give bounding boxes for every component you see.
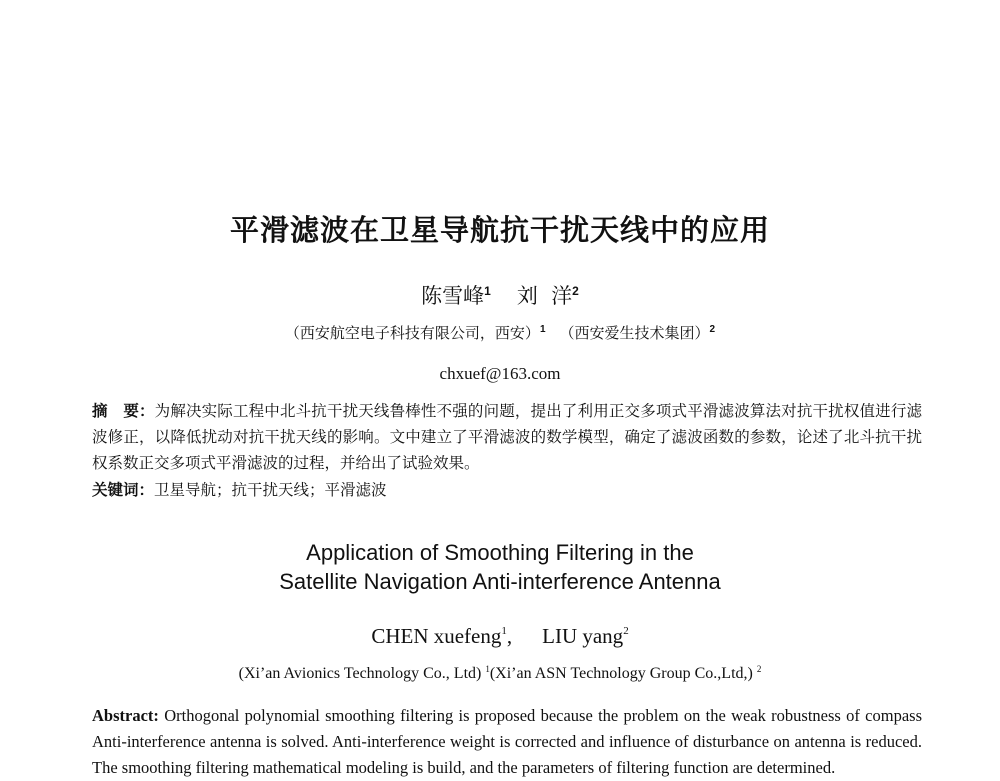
chinese-abstract-text: 为解决实际工程中北斗抗干扰天线鲁棒性不强的问题，提出了利用正交多项式平滑滤波算法对抗干扰权值进行滤波修正，以降低扰动对抗干扰天线的影响。文中建立了平滑滤波的数学模型，确定了滤波函数的参数，论述了北斗抗干扰权系数正交多项式平滑滤波的过程，并给出了试验效果。 xyxy=(92,402,922,472)
english-affiliation-1: (Xi’an Avionics Technology Co., Ltd) xyxy=(238,665,486,682)
english-affiliation-2-sup: 2 xyxy=(756,664,762,674)
english-author-2-sup: 2 xyxy=(623,625,629,637)
english-author-separator: , xyxy=(506,624,513,648)
chinese-author-1: 陈雪峰 xyxy=(421,284,485,308)
chinese-affiliation-2: （西安爱生技术集团） xyxy=(559,324,710,342)
chinese-keywords-label: 关键词： xyxy=(92,481,155,499)
english-author-1-sup: 1 xyxy=(501,625,507,637)
english-affiliations xyxy=(0,664,1000,683)
chinese-keywords xyxy=(92,477,922,503)
chinese-author-2-sup: 2 xyxy=(572,284,579,298)
chinese-abstract-label: 摘 要： xyxy=(92,402,155,420)
english-affiliation-1-sup: 1 xyxy=(485,664,490,674)
chinese-affiliations xyxy=(0,322,1000,343)
english-title-line-1: Application of Smoothing Filtering in the xyxy=(306,540,694,565)
english-affiliation-2: (Xi’an ASN Technology Group Co.,Ltd,) xyxy=(489,665,757,682)
english-title-line-2: Satellite Navigation Anti-interference Antenna xyxy=(279,569,721,594)
chinese-keywords-text: 卫星导航；抗干扰天线；平滑滤波 xyxy=(154,481,387,499)
chinese-author-2: 刘 洋 xyxy=(516,284,573,308)
english-abstract-text: Orthogonal polynomial smoothing filtering is proposed because the problem on the weak robustness of compass Anti-interference antenna is solved. Anti-interference weight is corrected and influence of disturbance on antenna is reduced. The smoothing filtering mathematical modeling is build, and the parameters of filtering function are determined. xyxy=(92,706,922,777)
chinese-title: 平滑滤波在卫星导航抗干扰天线中的应用 xyxy=(229,213,770,247)
chinese-affiliation-2-sup: 2 xyxy=(709,324,716,335)
english-title xyxy=(0,538,1000,596)
chinese-abstract xyxy=(92,398,922,476)
chinese-authors xyxy=(0,280,1000,310)
chinese-author-1-sup: 1 xyxy=(484,284,491,298)
chinese-affiliation-1: （西安航空电子科技有限公司，西安） xyxy=(284,324,540,342)
english-author-1: CHEN xuefeng xyxy=(371,624,502,648)
author-email: chxuef@163.com xyxy=(439,364,561,383)
english-authors xyxy=(0,624,1000,649)
english-abstract xyxy=(92,703,922,781)
chinese-affiliation-1-sup: 1 xyxy=(539,324,546,335)
english-abstract-label: Abstract: xyxy=(92,706,159,725)
english-author-2: LIU yang xyxy=(542,624,624,648)
